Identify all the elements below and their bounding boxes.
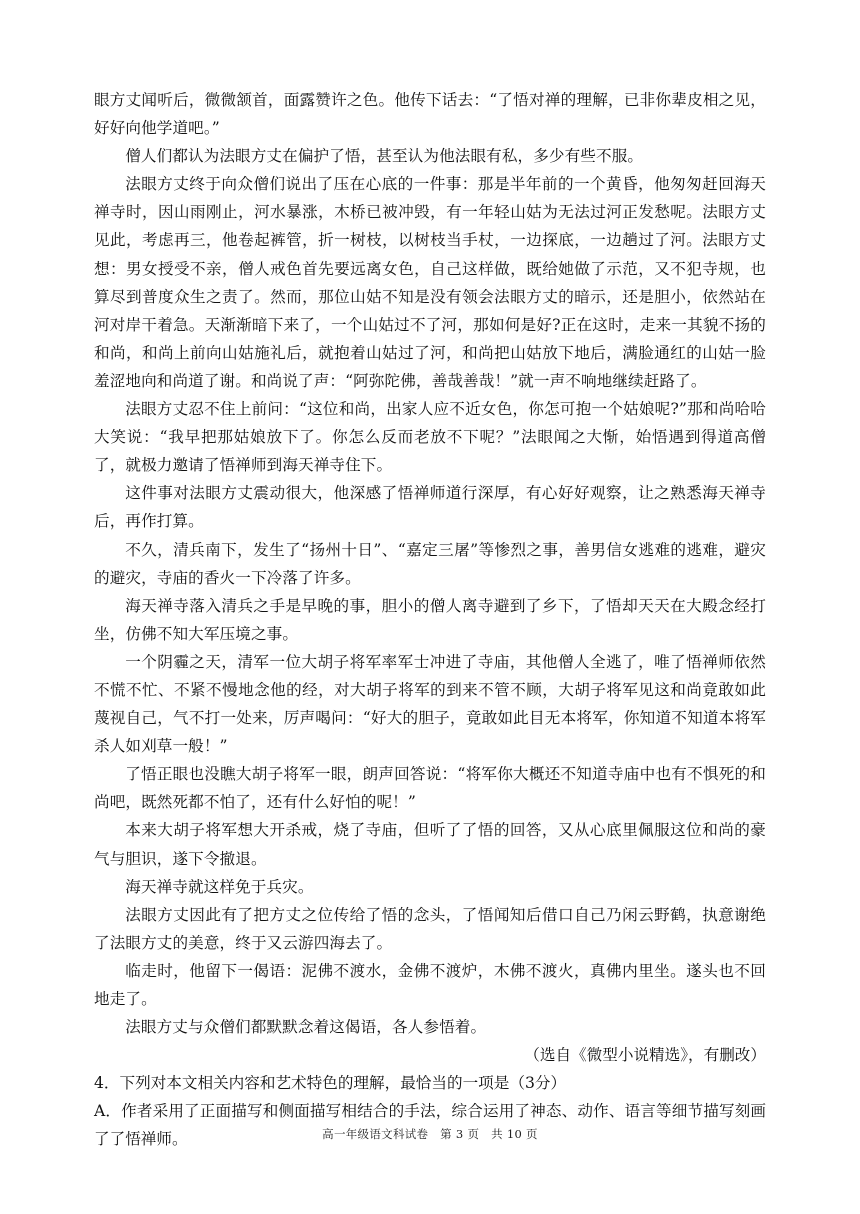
- paragraph-9: 了悟正眼也没瞧大胡子将军一眼，朗声回答说：“将军你大概还不知道寺庙中也有不惧死的和尚吧，既然死都不怕了，还有什么好怕的呢！”: [94, 765, 766, 812]
- paragraph-11: 海天禅寺就这样免于兵灾。: [125, 877, 314, 896]
- source-citation: （选自《微型小说精选》，有删改）: [524, 1046, 766, 1065]
- paragraph-8: 一个阴霾之天，清军一位大胡子将军率军士冲进了寺庙，其他僧人全逃了，唯了悟禅师依然不慌不忙、不紧不慢地念他的经，对大胡子将军的到来不管不顾，大胡子将军见这和尚竟敢如此蔑视自己，气不打一处来，厉声喝问：“好大的胆子，竟敢如此目无本将军，你知道不知道本将军杀人如刈草一般！”: [94, 652, 766, 756]
- paragraph-4: 法眼方丈忍不住上前问：“这位和尚，出家人应不近女色，你怎可抱一个姑娘呢?”那和尚哈哈大笑说：“我早把那姑娘放下了。你怎么反而老放不下呢？”法眼闻之大惭，始悟遇到得道高僧了，就极力邀请了悟禅师到海天禅寺住下。: [94, 400, 766, 475]
- page-footer: 高一年级语文科试卷 第 3 页 共 10 页: [322, 1127, 538, 1141]
- paragraph-3: 法眼方丈终于向众僧们说出了压在心底的一件事：那是半年前的一个黄昏，他匆匆赶回海天禅寺时，因山雨刚止，河水暴涨，木桥已被冲毁，有一年轻山姑为无法过河正发愁呢。法眼方丈见此，考虑再三，他卷起裤管，折一树枝，以树枝当手杖，一边探底，一边趟过了河。法眼方丈想：男女授受不亲，僧人戒色首先要远离女色，自己这样做，既给她做了示范，又不犯寺规，也算尽到普度众生之责了。然而，那位山姑不知是没有领会法眼方丈的暗示，还是胆小，依然站在河对岸干着急。天渐渐暗下来了，一个山姑过不了河，那如何是好?正在这时，走来一其貌不扬的和尚，和尚上前向山姑施礼后，就抱着山姑过了河，和尚把山姑放下地后，满脸通红的山姑一脸羞涩地向和尚道了谢。和尚说了声：“阿弥陀佛，善哉善哉！”就一声不响地继续赶路了。: [94, 175, 766, 390]
- paragraph-2: 僧人们都认为法眼方丈在偏护了悟，甚至认为他法眼有私，多少有些不服。: [125, 147, 644, 166]
- paragraph-1: 眼方丈闻听后，微微颔首，面露赞许之色。他传下话去：“了悟对禅的理解，已非你辈皮相之见，好好向他学道吧。”: [94, 91, 766, 138]
- question-stem: 4．下列对本文相关内容和艺术特色的理解，最恰当的一项是（3分）: [94, 1074, 567, 1093]
- paragraph-14: 法眼方丈与众僧们都默默念着这偈语，各人参悟着。: [125, 1018, 487, 1037]
- paragraph-12: 法眼方丈因此有了把方丈之位传给了悟的念头，了悟闻知后借口自己乃闲云野鹤，执意谢绝了法眼方丈的美意，终于又云游四海去了。: [94, 905, 766, 952]
- paragraph-5: 这件事对法眼方丈震动很大，他深感了悟禅师道行深厚，有心好好观察，让之熟悉海天禅寺后，再作打算。: [94, 484, 766, 531]
- question-option-a: A．作者采用了正面描写和侧面描写相结合的手法，综合运用了神态、动作、语言等细节描写刻画了了悟禅师。: [94, 1102, 766, 1149]
- story-text: [94, 86, 766, 1154]
- paragraph-6: 不久，清兵南下，发生了“扬州十日”、“嘉定三屠”等惨烈之事，善男信女逃难的逃难，避灾的避灾，寺庙的香火一下冷落了许多。: [94, 540, 766, 587]
- paragraph-13: 临走时，他留下一偈语：泥佛不渡水，金佛不渡炉，木佛不渡火，真佛内里坐。遂头也不回地走了。: [94, 961, 766, 1008]
- paragraph-10: 本来大胡子将军想大开杀戒，烧了寺庙，但听了了悟的回答，又从心底里佩服这位和尚的豪气与胆识，遂下令撤退。: [94, 821, 766, 868]
- paragraph-7: 海天禅寺落入清兵之手是早晚的事，胆小的僧人离寺避到了乡下，了悟却天天在大殿念经打坐，仿佛不知大军压境之事。: [94, 596, 766, 643]
